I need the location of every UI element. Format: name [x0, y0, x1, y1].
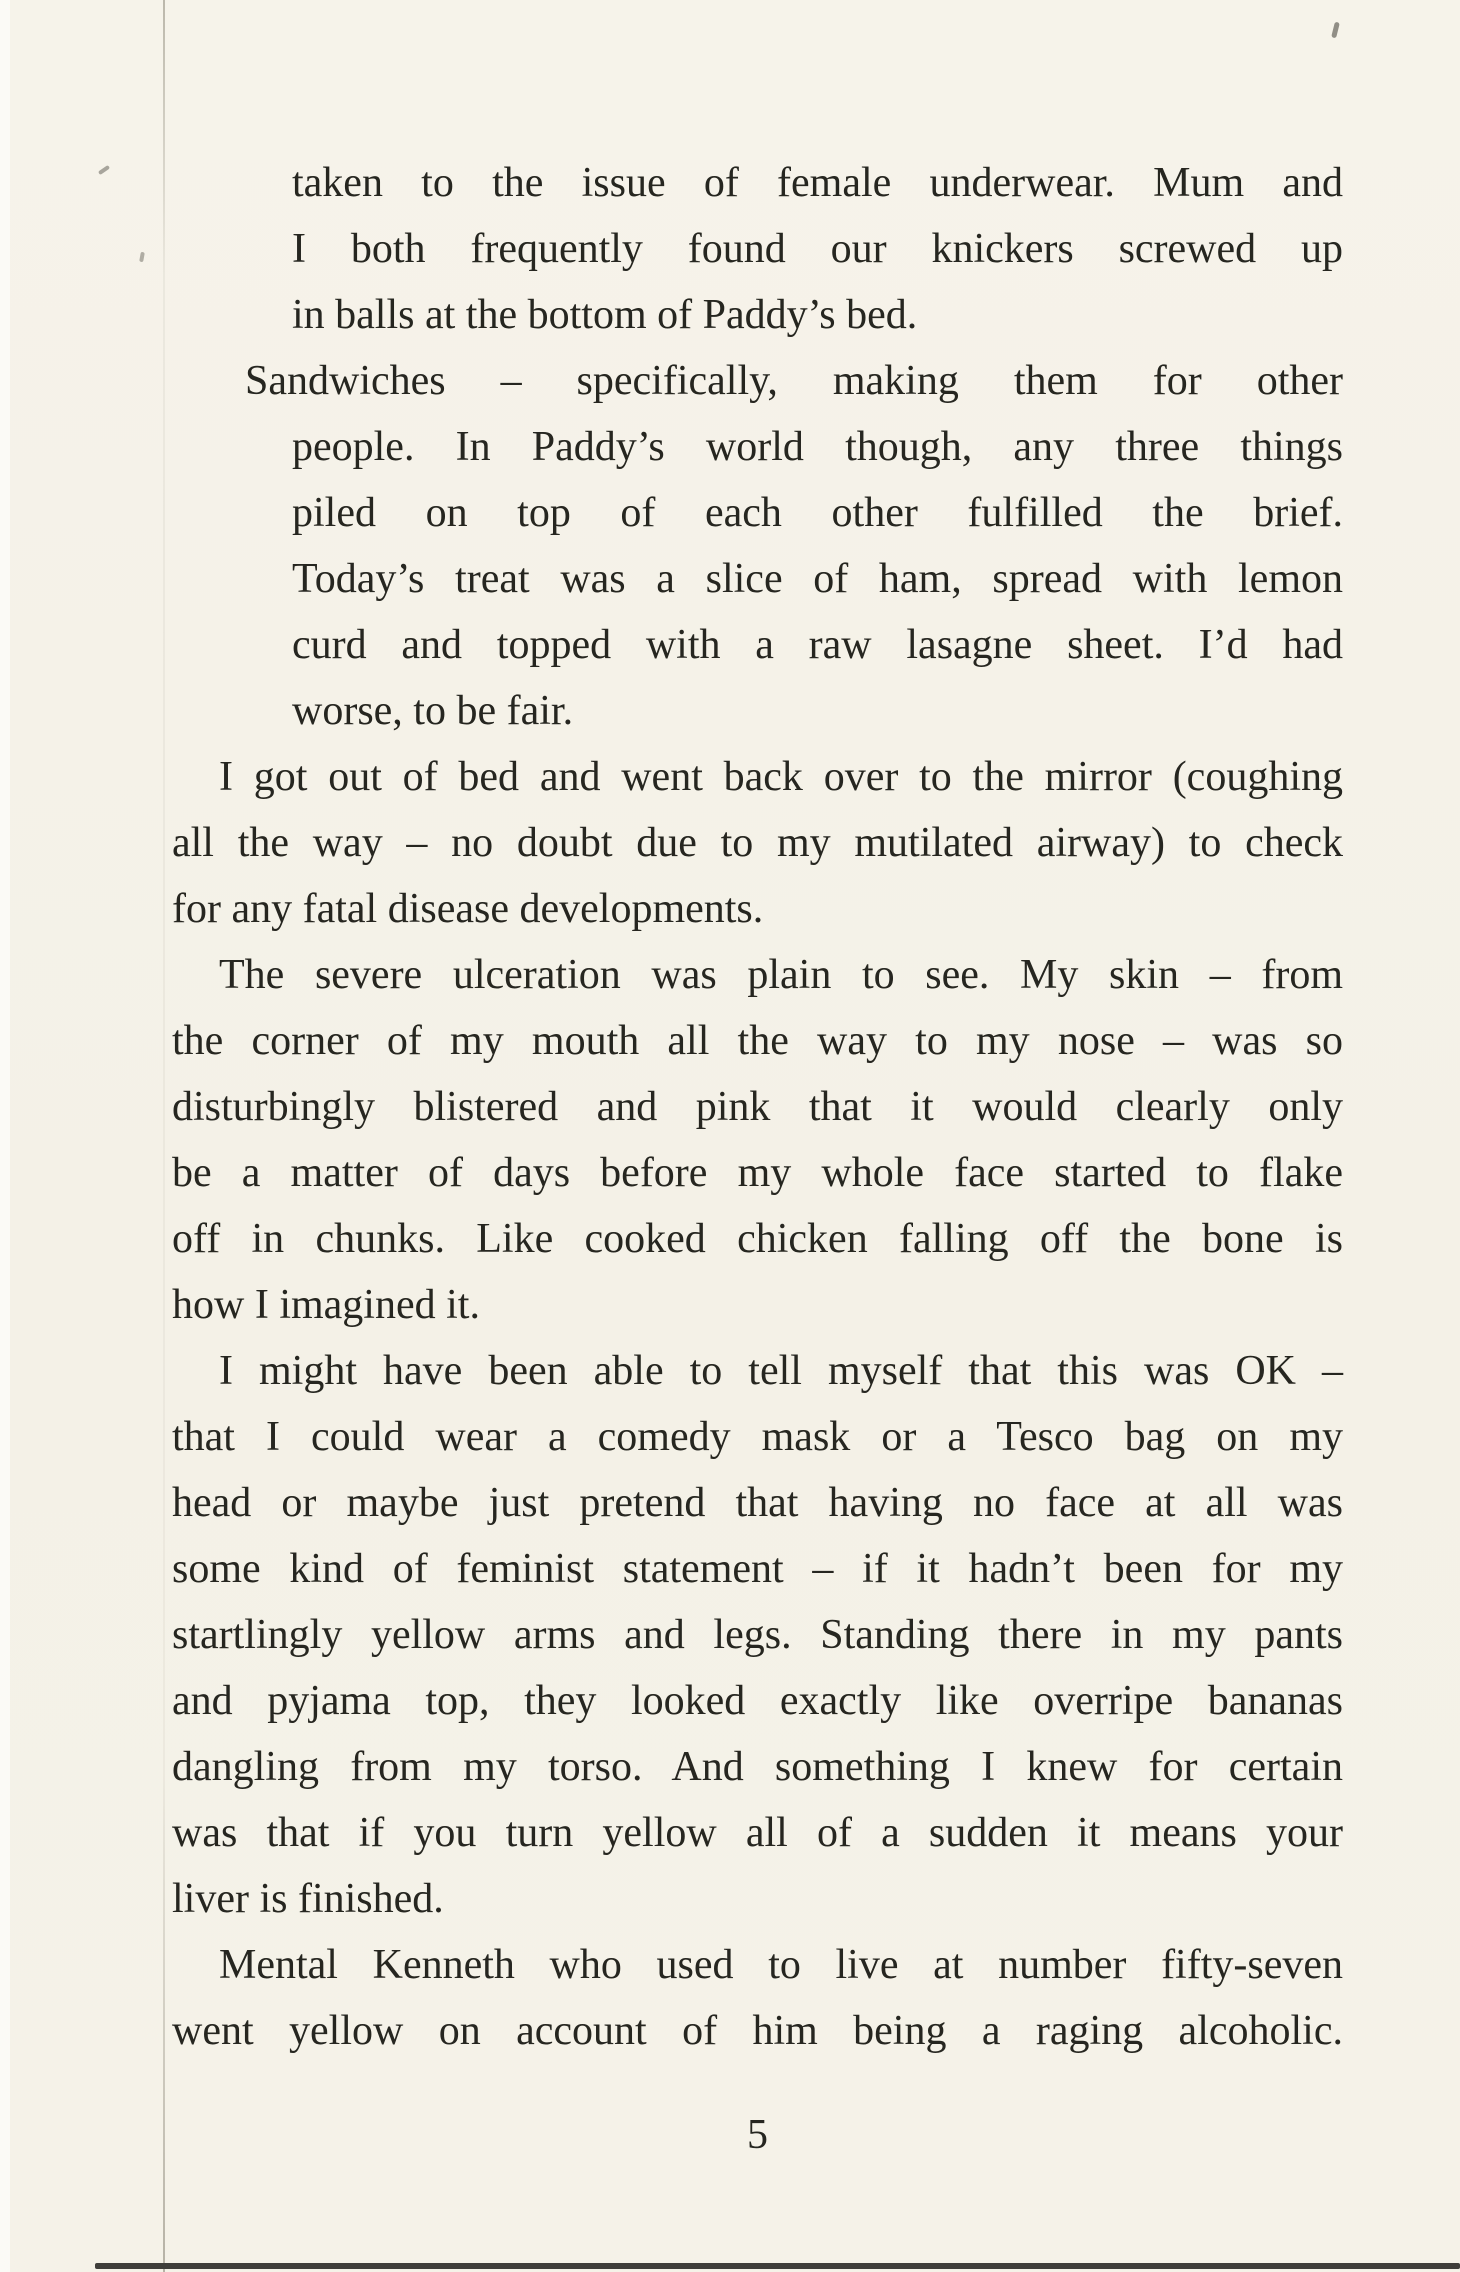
text-line: I both frequently found our knickers screwed up	[292, 226, 1343, 272]
paragraph-yellow-limbs	[172, 1338, 1343, 1932]
text-line: dangling from my torso. And something I knew for certain	[172, 1744, 1343, 1790]
text-line: I might have been able to tell myself that this was OK –	[219, 1348, 1343, 1394]
scan-artifact	[98, 165, 110, 175]
scan-artifact	[1331, 22, 1340, 39]
text-line: how I imagined it.	[172, 1282, 480, 1328]
paragraph-mental-kenneth	[172, 1932, 1343, 2064]
text-line: people. In Paddy’s world though, any three things	[292, 424, 1343, 470]
text-block	[172, 150, 1343, 2064]
text-line: that I could wear a comedy mask or a Tesco bag on my	[172, 1414, 1343, 1460]
list-item-continuation-underwear	[172, 150, 1343, 348]
text-line: and pyjama top, they looked exactly like overripe bananas	[172, 1678, 1343, 1724]
page-fold-line	[163, 0, 165, 2272]
text-line: all the way – no doubt due to my mutilated airway) to check	[172, 820, 1343, 866]
scan-bottom-edge	[95, 2263, 1460, 2269]
scan-artifact	[139, 252, 145, 263]
paragraph-ulceration	[172, 942, 1343, 1338]
text-line: the corner of my mouth all the way to my nose – was so	[172, 1018, 1343, 1064]
text-line: for any fatal disease developments.	[172, 886, 764, 932]
page-number: 5	[747, 2112, 768, 2158]
text-line: in balls at the bottom of Paddy’s bed.	[292, 292, 918, 338]
scan-left-edge	[0, 0, 10, 2272]
text-line: I got out of bed and went back over to the mirror (coughing	[219, 754, 1343, 800]
text-line: be a matter of days before my whole face started to flake	[172, 1150, 1343, 1196]
text-line: curd and topped with a raw lasagne sheet. I’d had	[292, 622, 1343, 668]
text-line: The severe ulceration was plain to see. My skin – from	[219, 952, 1343, 998]
text-line: went yellow on account of him being a raging alcoholic.	[172, 2008, 1343, 2054]
text-line: startlingly yellow arms and legs. Standing there in my pants	[172, 1612, 1343, 1658]
text-line: piled on top of each other fulfilled the brief.	[292, 490, 1343, 536]
text-line: disturbingly blistered and pink that it would clearly only	[172, 1084, 1343, 1130]
text-line: worse, to be fair.	[292, 688, 574, 734]
text-line: Today’s treat was a slice of ham, spread with lemon	[292, 556, 1343, 602]
text-line: taken to the issue of female underwear. Mum and	[292, 160, 1343, 206]
paragraph-mirror-check	[172, 744, 1343, 942]
text-line: liver is finished.	[172, 1876, 444, 1922]
list-item-sandwiches	[172, 348, 1343, 744]
text-line: Mental Kenneth who used to live at number fifty-seven	[219, 1942, 1343, 1988]
text-line: off in chunks. Like cooked chicken falling off the bone is	[172, 1216, 1343, 1262]
text-line: some kind of feminist statement – if it hadn’t been for my	[172, 1546, 1343, 1592]
text-line: was that if you turn yellow all of a sudden it means your	[172, 1810, 1343, 1856]
text-line: head or maybe just pretend that having no face at all was	[172, 1480, 1343, 1526]
text-line: Sandwiches – specifically, making them for other	[245, 358, 1343, 404]
